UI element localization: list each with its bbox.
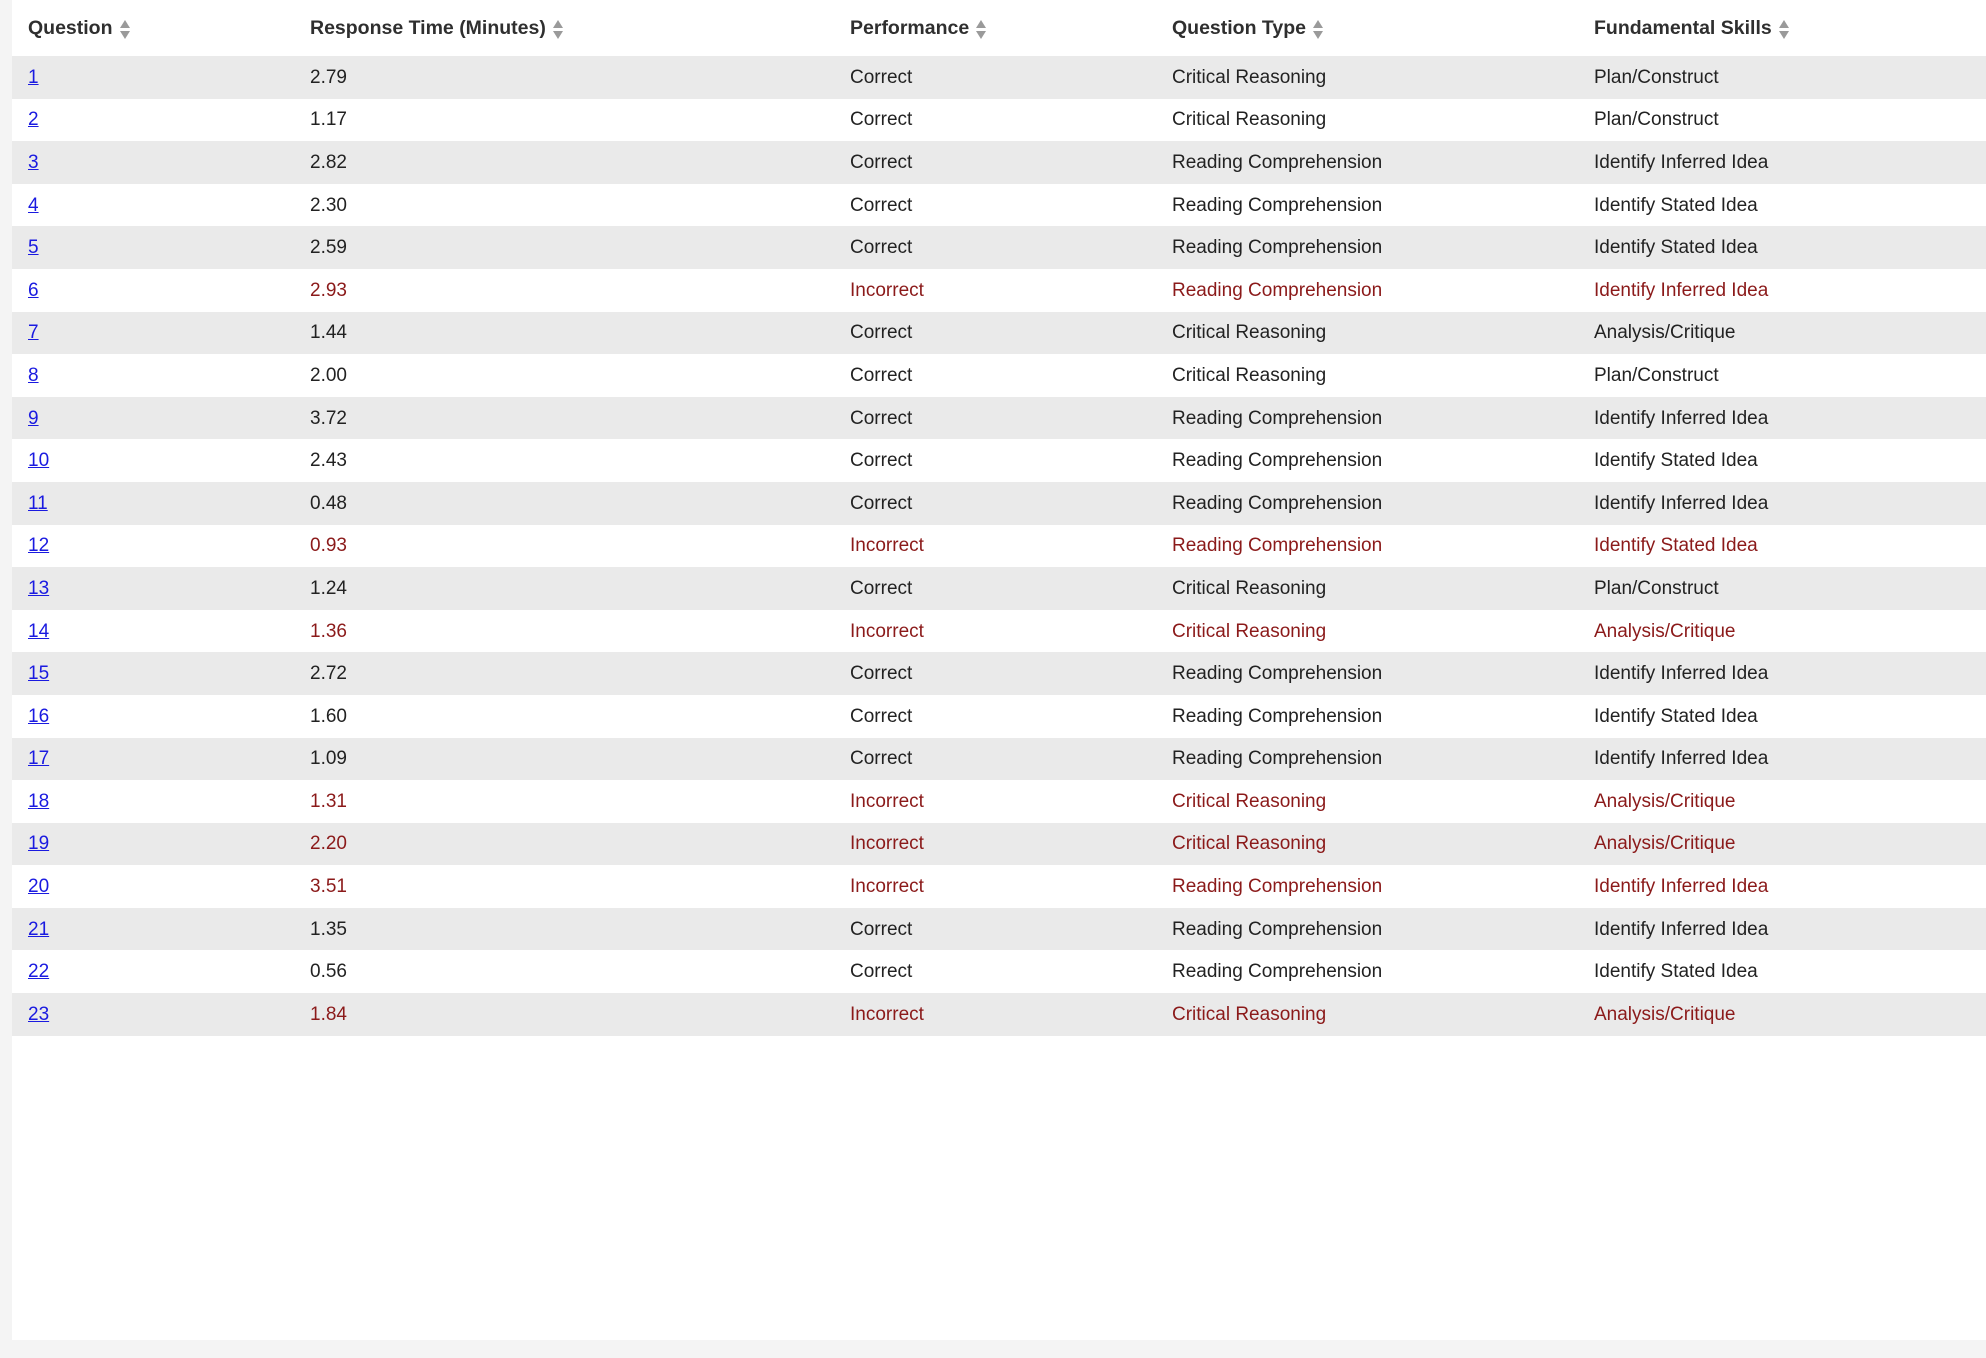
table-body: [12, 56, 1986, 1036]
column-header-performance[interactable]: [834, 0, 1156, 56]
question-link[interactable]: 2: [28, 109, 39, 131]
column-header-performance-label: Performance: [850, 16, 970, 39]
question-link[interactable]: 13: [28, 577, 50, 599]
cell-response-time: 2.30: [310, 194, 347, 216]
table-row: [12, 269, 1986, 312]
cell-performance: Incorrect: [850, 876, 924, 898]
table-row: [12, 141, 1986, 184]
cell-question-type: Reading Comprehension: [1172, 492, 1383, 514]
question-link[interactable]: 4: [28, 194, 39, 216]
cell-response-time: 2.82: [310, 151, 347, 173]
cell-question-type: Critical Reasoning: [1172, 1003, 1327, 1025]
cell-question-type: Reading Comprehension: [1172, 407, 1383, 429]
cell-response-time: 1.36: [310, 620, 347, 642]
cell-performance: Correct: [850, 577, 913, 599]
cell-response-time: 1.09: [310, 748, 347, 770]
cell-response-time: 0.56: [310, 961, 347, 983]
cell-question: [12, 354, 294, 397]
column-header-fundamental-skills-label: Fundamental Skills: [1594, 16, 1772, 39]
cell-performance: Incorrect: [850, 833, 924, 855]
cell-response-time: 1.35: [310, 918, 347, 940]
cell-question-type: Critical Reasoning: [1172, 109, 1327, 131]
question-link[interactable]: 22: [28, 961, 50, 983]
question-link[interactable]: 15: [28, 663, 50, 685]
table-row: [12, 695, 1986, 738]
question-link[interactable]: 19: [28, 833, 50, 855]
question-link[interactable]: 1: [28, 66, 39, 88]
cell-question: [12, 99, 294, 142]
cell-fundamental-skills: Identify Inferred Idea: [1594, 748, 1769, 770]
question-link[interactable]: 14: [28, 620, 50, 642]
cell-question: [12, 269, 294, 312]
cell-fundamental-skills: Identify Inferred Idea: [1594, 279, 1769, 301]
cell-performance: Correct: [850, 961, 913, 983]
question-link[interactable]: 16: [28, 705, 50, 727]
table-row: [12, 184, 1986, 227]
cell-performance: Correct: [850, 748, 913, 770]
column-header-fundamental-skills[interactable]: [1578, 0, 1986, 56]
cell-fundamental-skills: Plan/Construct: [1594, 66, 1719, 88]
cell-question: [12, 482, 294, 525]
question-link[interactable]: 12: [28, 535, 50, 557]
table-footer-spacer: [12, 1036, 1986, 1066]
table-row: [12, 397, 1986, 440]
cell-question: [12, 312, 294, 355]
cell-fundamental-skills: Identify Inferred Idea: [1594, 918, 1769, 940]
cell-question-type: Reading Comprehension: [1172, 151, 1383, 173]
cell-performance: Correct: [850, 194, 913, 216]
cell-response-time: 2.93: [310, 279, 347, 301]
cell-fundamental-skills: Identify Stated Idea: [1594, 705, 1758, 727]
cell-fundamental-skills: Identify Stated Idea: [1594, 961, 1758, 983]
table-row: [12, 439, 1986, 482]
column-header-question-label: Question: [28, 16, 113, 39]
table-row: [12, 950, 1986, 993]
sort-updown-icon[interactable]: [553, 20, 564, 39]
question-link[interactable]: 9: [28, 407, 39, 429]
results-table-card: [12, 0, 1986, 1340]
question-link[interactable]: 17: [28, 748, 50, 770]
cell-question: [12, 141, 294, 184]
cell-performance: Incorrect: [850, 790, 924, 812]
cell-question-type: Critical Reasoning: [1172, 322, 1327, 344]
table-row: [12, 780, 1986, 823]
cell-fundamental-skills: Plan/Construct: [1594, 109, 1719, 131]
question-link[interactable]: 21: [28, 918, 50, 940]
cell-performance: Correct: [850, 492, 913, 514]
cell-question: [12, 525, 294, 568]
table-row: [12, 865, 1986, 908]
cell-fundamental-skills: Identify Inferred Idea: [1594, 492, 1769, 514]
cell-performance: Correct: [850, 151, 913, 173]
cell-performance: Incorrect: [850, 1003, 924, 1025]
cell-fundamental-skills: Analysis/Critique: [1594, 790, 1736, 812]
table-row: [12, 56, 1986, 99]
question-link[interactable]: 18: [28, 790, 50, 812]
cell-question: [12, 865, 294, 908]
cell-question-type: Reading Comprehension: [1172, 961, 1383, 983]
cell-performance: Correct: [850, 109, 913, 131]
table-row: [12, 567, 1986, 610]
question-results-table: [12, 0, 1986, 1036]
cell-question: [12, 908, 294, 951]
sort-updown-icon[interactable]: [120, 20, 131, 39]
table-row: [12, 993, 1986, 1036]
table-row: [12, 525, 1986, 568]
cell-response-time: 2.20: [310, 833, 347, 855]
table-row: [12, 823, 1986, 866]
cell-performance: Incorrect: [850, 279, 924, 301]
column-header-question[interactable]: [12, 0, 294, 56]
cell-question: [12, 695, 294, 738]
cell-question: [12, 226, 294, 269]
cell-fundamental-skills: Identify Stated Idea: [1594, 535, 1758, 557]
cell-response-time: 3.72: [310, 407, 347, 429]
cell-fundamental-skills: Analysis/Critique: [1594, 620, 1736, 642]
cell-question-type: Critical Reasoning: [1172, 620, 1327, 642]
cell-fundamental-skills: Analysis/Critique: [1594, 1003, 1736, 1025]
cell-question: [12, 439, 294, 482]
cell-fundamental-skills: Identify Inferred Idea: [1594, 407, 1769, 429]
cell-question-type: Critical Reasoning: [1172, 364, 1327, 386]
cell-question: [12, 950, 294, 993]
cell-question: [12, 56, 294, 99]
table-row: [12, 99, 1986, 142]
cell-question: [12, 567, 294, 610]
cell-response-time: 1.31: [310, 790, 347, 812]
question-link[interactable]: 8: [28, 364, 39, 386]
question-link[interactable]: 20: [28, 876, 50, 898]
column-header-response-time-label: Response Time (Minutes): [310, 16, 546, 39]
cell-question: [12, 397, 294, 440]
cell-question: [12, 993, 294, 1036]
cell-question-type: Reading Comprehension: [1172, 918, 1383, 940]
cell-question: [12, 610, 294, 653]
cell-fundamental-skills: Plan/Construct: [1594, 364, 1719, 386]
cell-question: [12, 738, 294, 781]
cell-question-type: Reading Comprehension: [1172, 279, 1383, 301]
table-row: [12, 312, 1986, 355]
cell-question-type: Reading Comprehension: [1172, 194, 1383, 216]
cell-fundamental-skills: Analysis/Critique: [1594, 833, 1736, 855]
column-header-question-type[interactable]: [1156, 0, 1578, 56]
cell-fundamental-skills: Identify Inferred Idea: [1594, 876, 1769, 898]
cell-performance: Incorrect: [850, 535, 924, 557]
question-link[interactable]: 10: [28, 450, 50, 472]
cell-performance: Incorrect: [850, 620, 924, 642]
table-row: [12, 354, 1986, 397]
cell-fundamental-skills: Plan/Construct: [1594, 577, 1719, 599]
cell-question: [12, 823, 294, 866]
cell-question-type: Critical Reasoning: [1172, 66, 1327, 88]
question-link[interactable]: 6: [28, 279, 39, 301]
cell-question-type: Critical Reasoning: [1172, 577, 1327, 599]
cell-response-time: 2.79: [310, 66, 347, 88]
cell-response-time: 0.93: [310, 535, 347, 557]
cell-question-type: Reading Comprehension: [1172, 237, 1383, 259]
table-header-row: [12, 0, 1986, 56]
cell-question: [12, 184, 294, 227]
cell-performance: Correct: [850, 918, 913, 940]
cell-response-time: 2.00: [310, 364, 347, 386]
cell-fundamental-skills: Identify Stated Idea: [1594, 194, 1758, 216]
table-header: [12, 0, 1986, 56]
cell-fundamental-skills: Identify Stated Idea: [1594, 450, 1758, 472]
question-link[interactable]: 5: [28, 237, 39, 259]
cell-fundamental-skills: Analysis/Critique: [1594, 322, 1736, 344]
cell-performance: Correct: [850, 450, 913, 472]
table-row: [12, 908, 1986, 951]
cell-performance: Correct: [850, 705, 913, 727]
column-header-response-time[interactable]: [294, 0, 834, 56]
cell-question-type: Critical Reasoning: [1172, 833, 1327, 855]
sort-updown-icon[interactable]: [1779, 20, 1790, 39]
cell-fundamental-skills: Identify Stated Idea: [1594, 237, 1758, 259]
cell-question-type: Reading Comprehension: [1172, 450, 1383, 472]
cell-response-time: 2.43: [310, 450, 347, 472]
cell-performance: Correct: [850, 66, 913, 88]
cell-question-type: Reading Comprehension: [1172, 705, 1383, 727]
cell-performance: Correct: [850, 237, 913, 259]
cell-response-time: 2.72: [310, 663, 347, 685]
question-link[interactable]: 3: [28, 151, 39, 173]
sort-updown-icon[interactable]: [976, 20, 987, 39]
cell-response-time: 1.24: [310, 577, 347, 599]
table-row: [12, 482, 1986, 525]
column-header-question-type-label: Question Type: [1172, 16, 1306, 39]
cell-performance: Correct: [850, 364, 913, 386]
cell-question-type: Reading Comprehension: [1172, 535, 1383, 557]
cell-response-time: 2.59: [310, 237, 347, 259]
cell-performance: Correct: [850, 407, 913, 429]
cell-fundamental-skills: Identify Inferred Idea: [1594, 663, 1769, 685]
cell-question-type: Reading Comprehension: [1172, 663, 1383, 685]
question-link[interactable]: 11: [28, 492, 48, 514]
cell-question: [12, 652, 294, 695]
cell-response-time: 1.44: [310, 322, 347, 344]
question-link[interactable]: 7: [28, 322, 39, 344]
question-link[interactable]: 23: [28, 1003, 50, 1025]
table-row: [12, 610, 1986, 653]
cell-response-time: 3.51: [310, 876, 347, 898]
cell-response-time: 0.48: [310, 492, 347, 514]
cell-response-time: 1.84: [310, 1003, 347, 1025]
table-row: [12, 226, 1986, 269]
table-row: [12, 738, 1986, 781]
table-row: [12, 652, 1986, 695]
cell-question-type: Reading Comprehension: [1172, 876, 1383, 898]
cell-performance: Correct: [850, 663, 913, 685]
cell-question: [12, 780, 294, 823]
cell-response-time: 1.17: [310, 109, 347, 131]
cell-question-type: Reading Comprehension: [1172, 748, 1383, 770]
sort-updown-icon[interactable]: [1313, 20, 1324, 39]
cell-performance: Correct: [850, 322, 913, 344]
cell-fundamental-skills: Identify Inferred Idea: [1594, 151, 1769, 173]
cell-response-time: 1.60: [310, 705, 347, 727]
cell-question-type: Critical Reasoning: [1172, 790, 1327, 812]
